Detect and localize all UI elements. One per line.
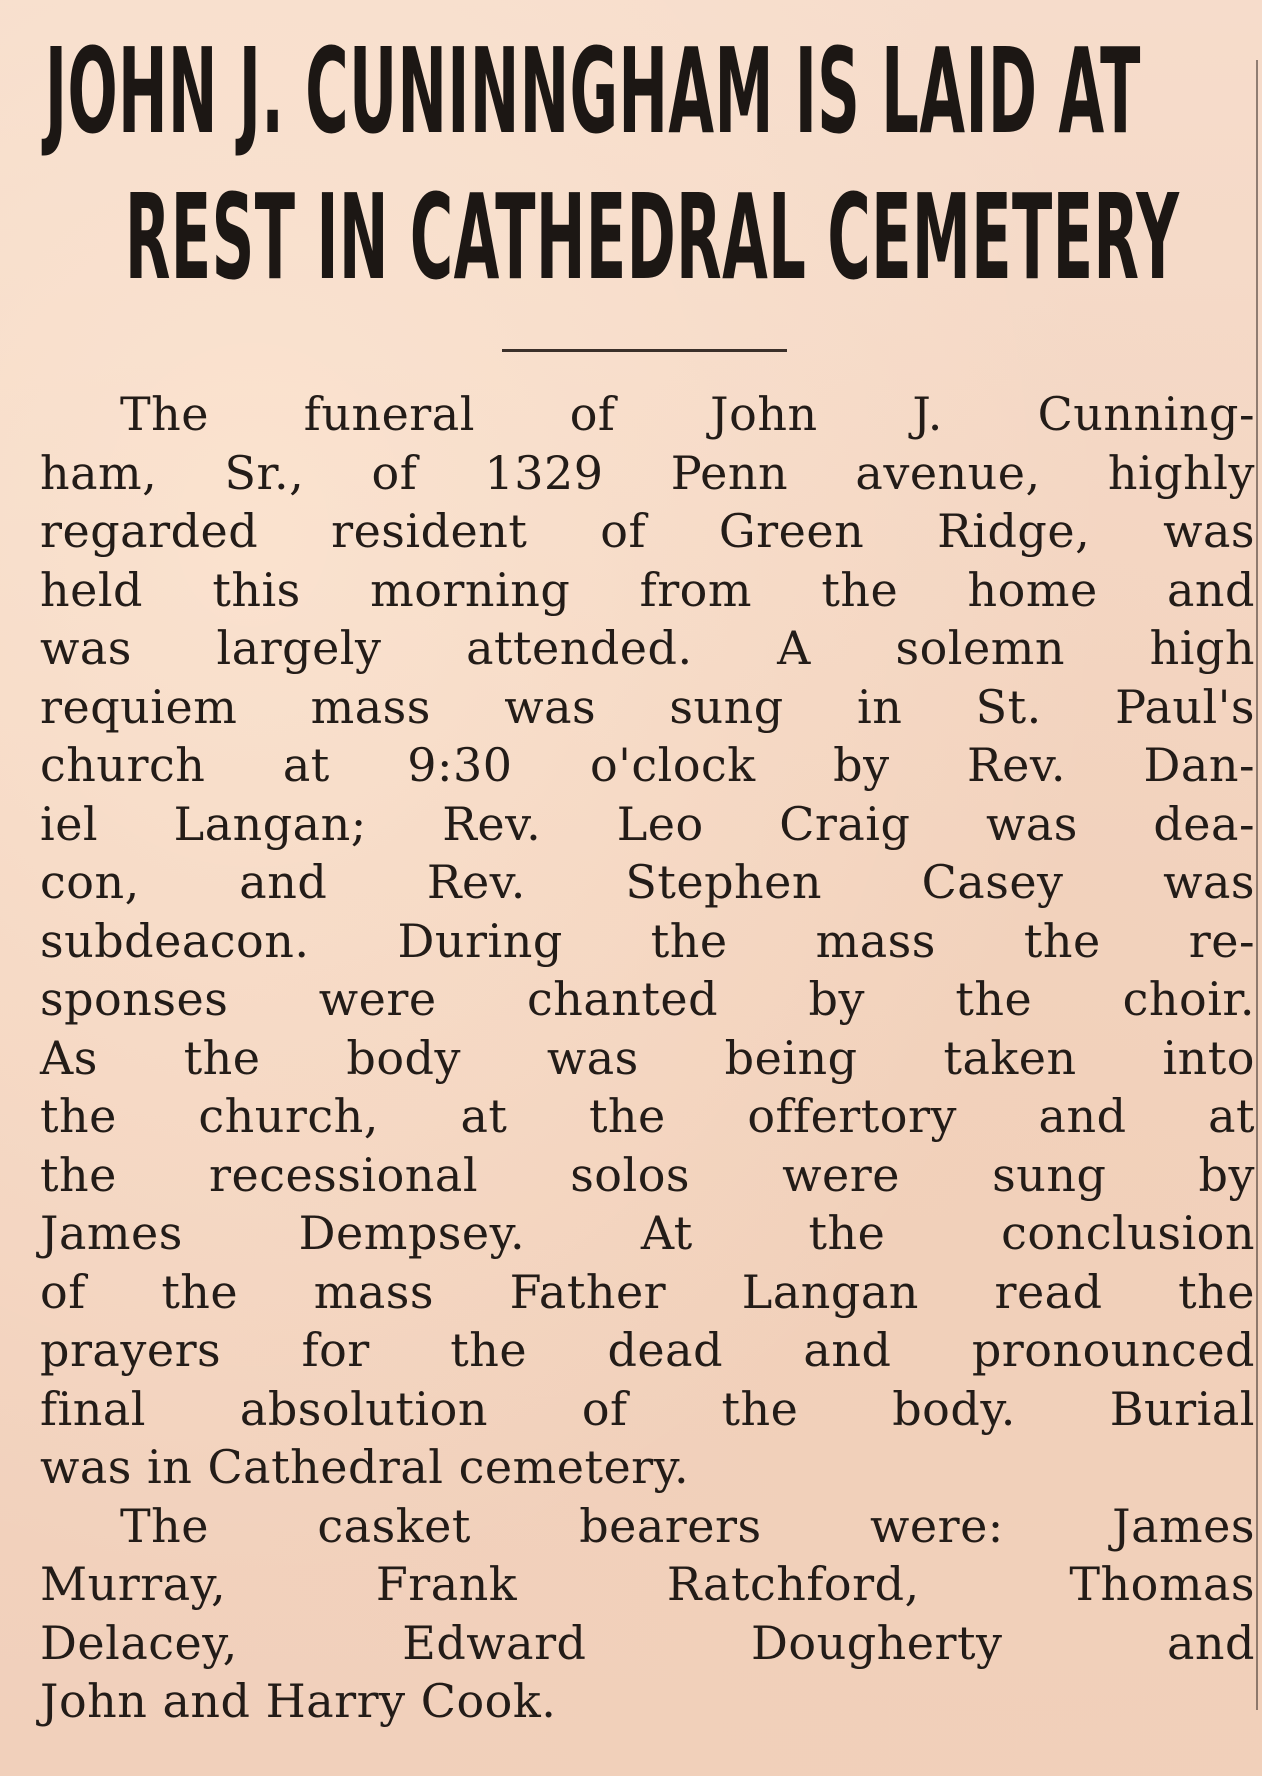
headline — [45, 18, 1180, 310]
body-line: con, and Rev. Stephen Casey was — [40, 855, 1255, 909]
body-line: James Dempsey. At the conclusion — [40, 1206, 1255, 1260]
body-line: requiem mass was sung in St. Paul's — [40, 679, 1255, 734]
headline-line-2: REST IN CATHEDRAL CEMETERY — [125, 168, 1180, 306]
page-margin — [1262, 0, 1271, 1776]
body-line: As the body was being taken into — [40, 1030, 1255, 1085]
body-line: the church, at the offertory and at — [40, 1089, 1255, 1143]
body-line: held this morning from the home and — [40, 562, 1255, 617]
headline-line-1: JOHN J. CUNINNGHAM IS LAID AT — [45, 22, 1141, 160]
body-line: was largely attended. A solemn high — [40, 621, 1255, 675]
body-line: final absolution of the body. Burial — [40, 1381, 1255, 1436]
body-line: sponses were chanted by the choir. — [40, 972, 1255, 1026]
body-line: church at 9:30 o'clock by Rev. Dan- — [40, 738, 1255, 792]
body-line: The casket bearers were: James — [120, 1498, 1255, 1553]
body-line: subdeacon. During the mass the re- — [40, 913, 1255, 968]
body-line: of the mass Father Langan read the — [40, 1264, 1255, 1319]
body-line: regarded resident of Green Ridge, was — [40, 504, 1255, 558]
body-line: ham, Sr., of 1329 Penn avenue, highly — [40, 445, 1255, 500]
body-line: iel Langan; Rev. Leo Craig was dea- — [40, 796, 1255, 851]
body-line: was in Cathedral cemetery. — [40, 1440, 690, 1494]
article-body — [40, 385, 1255, 1731]
clipping-edge-shadow — [1256, 60, 1258, 1710]
body-line: Murray, Frank Ratchford, Thomas — [40, 1557, 1255, 1611]
body-line: prayers for the dead and pronounced — [40, 1323, 1255, 1377]
body-line: The funeral of John J. Cunning- — [120, 387, 1255, 441]
body-line: the recessional solos were sung by — [40, 1147, 1255, 1202]
headline-divider — [502, 349, 787, 352]
body-line: John and Harry Cook. — [40, 1674, 557, 1728]
body-line: Delacey, Edward Dougherty and — [40, 1615, 1255, 1670]
